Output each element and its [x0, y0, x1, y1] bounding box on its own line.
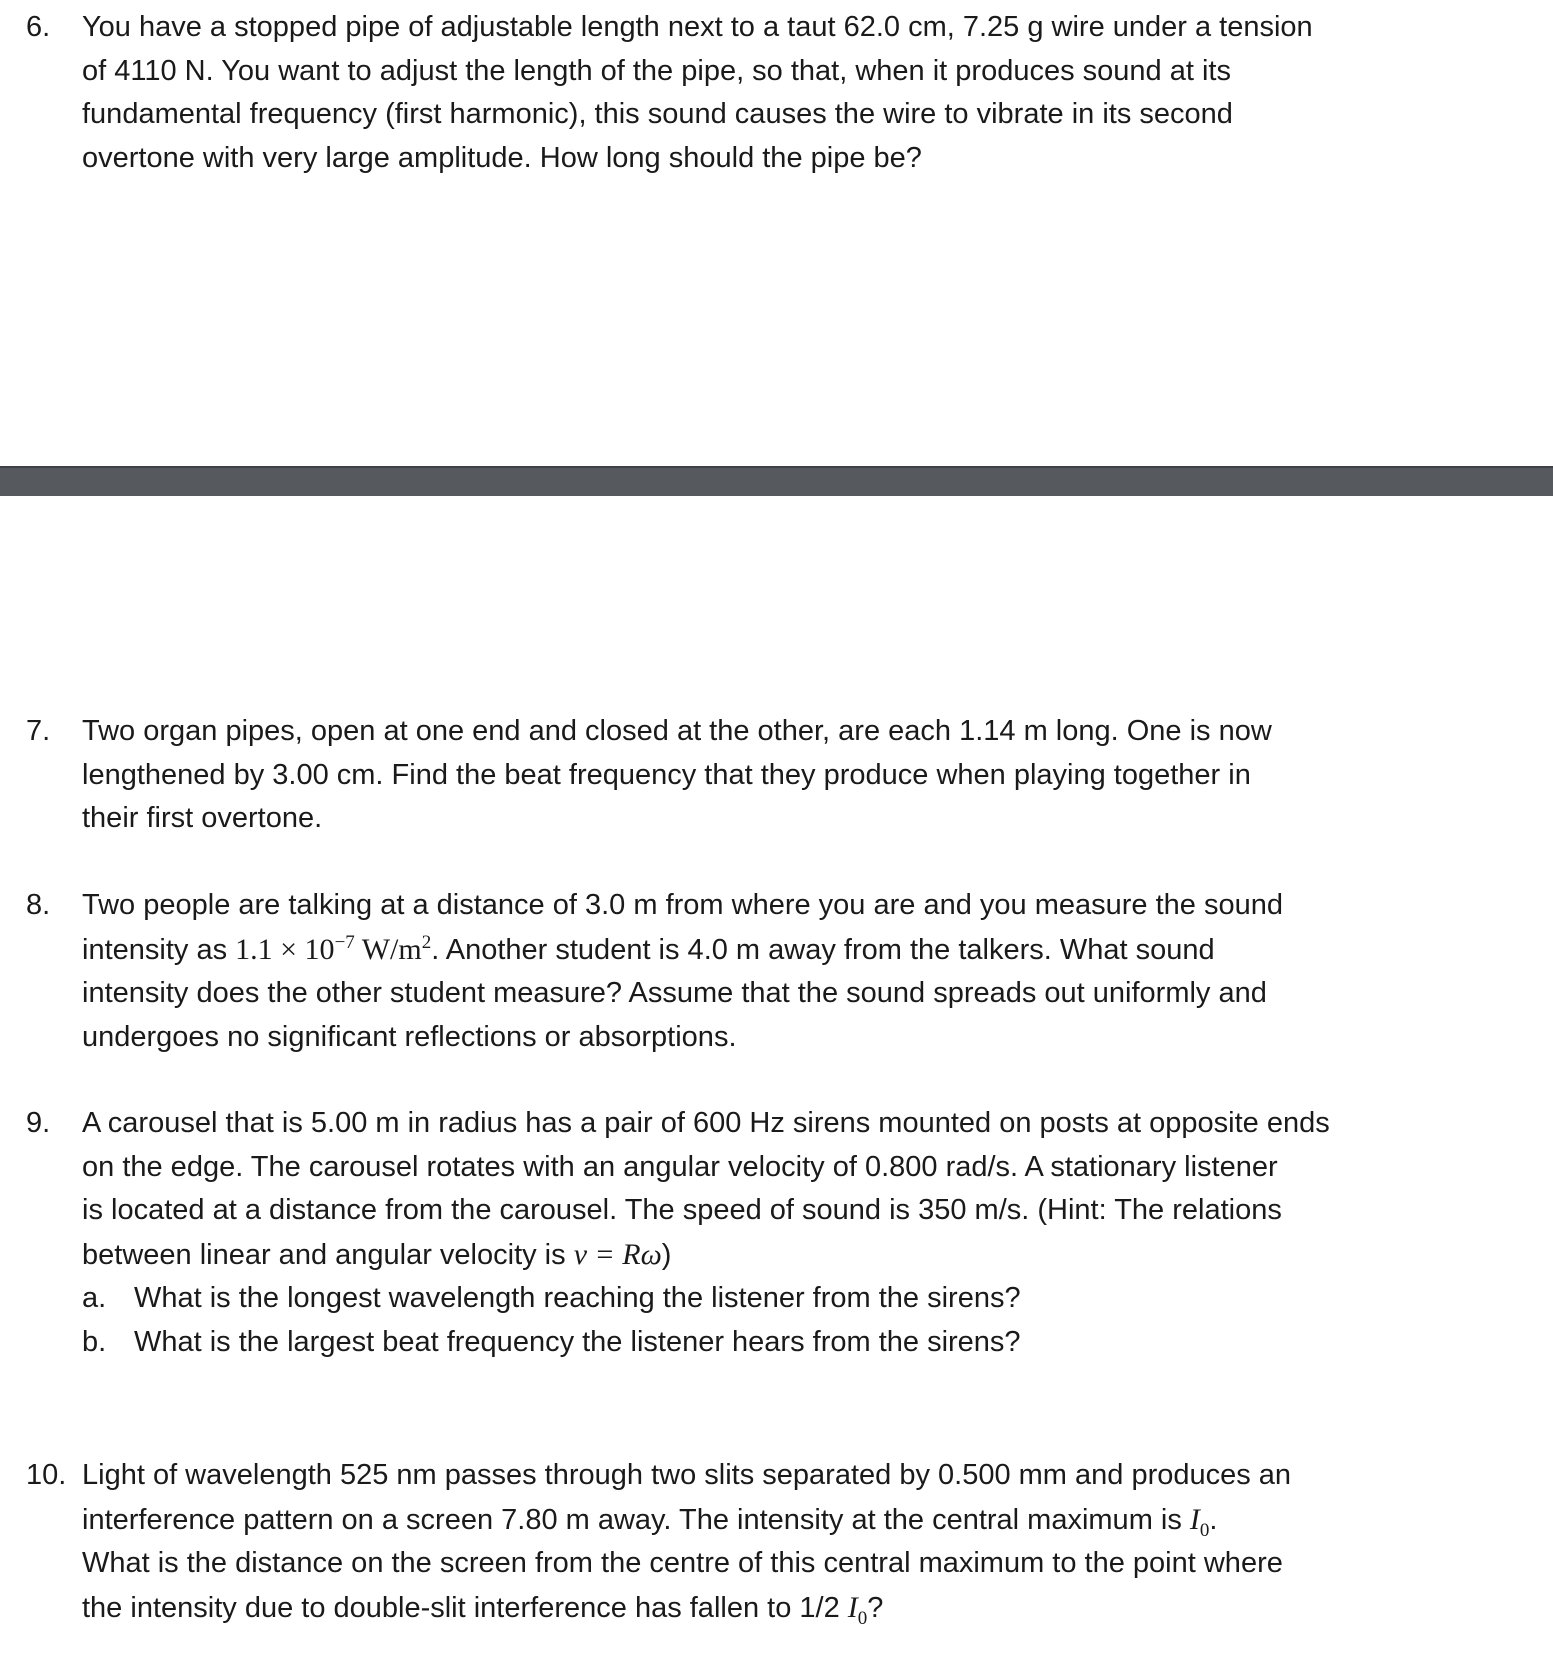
question-text: [82, 6, 1446, 180]
question-line: [82, 928, 1446, 973]
question-8: [26, 884, 1446, 1059]
question-line: A carousel that is 5.00 m in radius has a pair of 600 Hz sirens mounted on posts at opposite ends: [82, 1107, 1330, 1139]
text-segment: interference pattern on a screen 7.80 m away. The intensity at the central maximum is: [82, 1503, 1190, 1536]
velocity-formula: [574, 1238, 662, 1271]
question-number: 10.: [26, 1459, 67, 1491]
sub-question-text: What is the largest beat frequency the listener hears from the sirens?: [134, 1325, 1021, 1358]
question-10: [26, 1454, 1446, 1630]
question-number: 8.: [26, 889, 51, 921]
text-segment: between linear and angular velocity is: [82, 1238, 574, 1271]
question-line: [82, 1586, 1446, 1631]
math-subscript: 0: [857, 1607, 868, 1629]
math-symbol: I: [847, 1590, 858, 1624]
intensity-symbol: [847, 1590, 868, 1629]
question-line: [82, 1233, 1446, 1278]
sub-question-label: b.: [82, 1325, 107, 1358]
question-7: [26, 710, 1446, 841]
question-9: [26, 1102, 1446, 1364]
text-segment: ): [661, 1238, 672, 1271]
question-line: fundamental frequency (first harmonic), this sound causes the wire to vibrate in its second: [82, 98, 1233, 130]
question-line: What is the distance on the screen from the centre of this central maximum to the point where: [82, 1547, 1283, 1579]
math-unit: W/m: [354, 932, 422, 966]
math-exponent: −7: [334, 931, 355, 953]
math-base: 1.1 × 10: [235, 932, 335, 966]
text-segment: the intensity due to double-slit interference has fallen to 1/2: [82, 1591, 848, 1624]
math-unit-exponent: 2: [421, 931, 432, 953]
question-line: their first overtone.: [82, 802, 323, 834]
question-line: Two organ pipes, open at one end and closed at the other, are each 1.14 m long. One is now: [82, 715, 1272, 747]
math-subscript: 0: [1199, 1519, 1210, 1541]
text-segment: .: [1209, 1503, 1218, 1536]
question-line: You have a stopped pipe of adjustable length next to a taut 62.0 cm, 7.25 g wire under a tension: [82, 11, 1313, 43]
question-line: on the edge. The carousel rotates with an angular velocity of 0.800 rad/s. A stationary listener: [82, 1150, 1278, 1183]
question-text: [82, 884, 1446, 1059]
question-line: Light of wavelength 525 nm passes through two slits separated by 0.500 mm and produces an: [82, 1459, 1292, 1491]
question-6: [26, 6, 1446, 180]
question-text: [82, 1454, 1446, 1630]
sub-question-a: [26, 1277, 1446, 1321]
question-line: of 4110 N. You want to adjust the length of the pipe, so that, when it produces sound at its: [82, 54, 1231, 87]
text-segment: intensity as: [82, 933, 236, 966]
text-segment: . Another student is 4.0 m away from the talkers. What sound: [431, 933, 1215, 966]
question-line: Two people are talking at a distance of 3.0 m from where you are and you measure the sound: [82, 889, 1283, 921]
question-number: 6.: [26, 11, 51, 43]
math-symbol: I: [1189, 1502, 1200, 1536]
text-segment: ?: [867, 1591, 884, 1624]
question-line: undergoes no significant reflections or absorptions.: [82, 1020, 737, 1053]
intensity-value: [235, 933, 431, 966]
question-line: is located at a distance from the carousel. The speed of sound is 350 m/s. (Hint: The relations: [82, 1194, 1282, 1226]
question-line: lengthened by 3.00 cm. Find the beat frequency that they produce when playing together in: [82, 758, 1251, 791]
sub-question-label: a.: [82, 1282, 107, 1314]
page-divider: [0, 466, 1553, 496]
intensity-symbol: [1189, 1502, 1210, 1541]
math-formula: v = Rω: [573, 1237, 662, 1271]
question-text: [82, 710, 1446, 841]
question-line: intensity does the other student measure? Assume that the sound spreads out uniformly and: [82, 977, 1267, 1009]
sub-question-b: [26, 1321, 1446, 1365]
question-number: 7.: [26, 715, 51, 747]
question-number: 9.: [26, 1107, 51, 1139]
sub-question-text: What is the longest wavelength reaching the listener from the sirens?: [134, 1282, 1021, 1314]
question-line: [82, 1498, 1446, 1543]
question-line: overtone with very large amplitude. How long should the pipe be?: [82, 141, 922, 174]
question-text: [82, 1102, 1446, 1277]
